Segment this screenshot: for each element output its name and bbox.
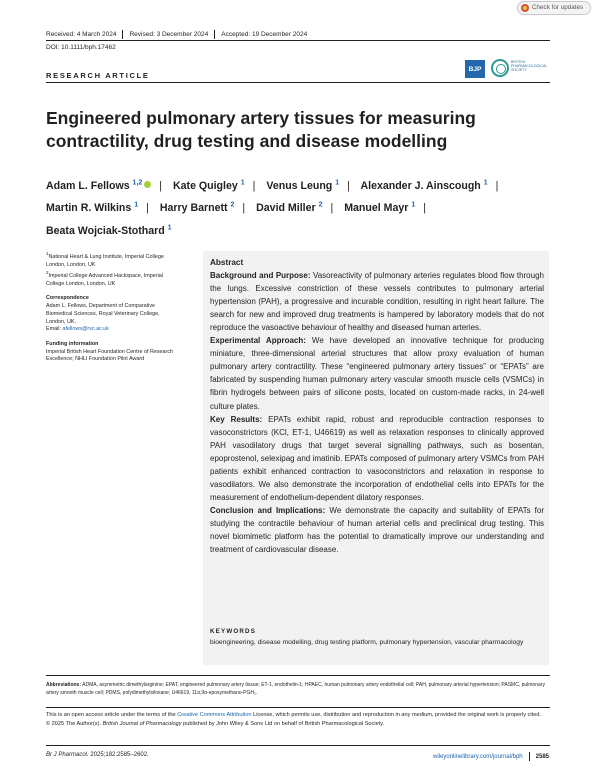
- author[interactable]: Martin R. Wilkins $^1$: [46, 201, 139, 215]
- email-link[interactable]: afellows@rvc.ac.uk: [62, 326, 109, 333]
- accepted-date: Accepted: 19 December 2024: [221, 31, 308, 38]
- abstract-approach: Experimental Approach: We have developed an innovative technique for producing miniature, three-dimensional arterial structures that allow proxy evaluation of human pulmonary artery contractility. These “engineered pulmonary artery tissues” or “EPATs” are fabricated by suspending human pulmonary artery vascular smooth muscle cells (VSMCs) in fibrin hydrogels between pairs of silicone posts, located on custom-made racks, in 24-well culture plates.: [210, 336, 544, 411]
- bjp-logo: BJP: [465, 60, 485, 78]
- abbrev-rule: [46, 675, 550, 676]
- doi[interactable]: DOI: 10.1111/bph.17462: [46, 44, 116, 51]
- abstract-box: [203, 251, 549, 665]
- author[interactable]: Venus Leung $^1$: [266, 179, 340, 192]
- author[interactable]: Adam L. Fellows $^{1,2}$: [46, 180, 151, 192]
- affiliation: $^2$Imperial College Advanced Hackspace, Imperial College London, London, UK: [46, 270, 163, 287]
- author[interactable]: Beata Wojciak-Stothard $^1$: [46, 224, 172, 237]
- check-for-updates-label: Check for updates: [532, 4, 584, 11]
- abstract-conclusion: Conclusion and Implications: We demonstrate the capacity and suitability of EPATs for studying the contractile behaviour of human arterial cells and preclinical drug testing. This novel biomimetic platform has the potential to dramatically improve our understanding and treatment of cardiovascular disease.: [210, 505, 545, 555]
- correspondence-email: Email: afellows@rvc.ac.uk: [46, 326, 109, 333]
- section-rule: [46, 82, 550, 83]
- license-text: This is an open access article under the terms of the Creative Commons Attribution License, which permits use, distribution and reproduction in any medium, provided the original work is properly cited. © 2025 The Author(s). British Journal of Pharmacology published by John Wiley & Sons Ltd on behalf of British Pharmacological Society.: [46, 712, 541, 728]
- abbreviations: Abbreviations: ADMA, asymmetric dimethylarginine; EPAT, engineered pulmonary artery tissue; ET-1, endothelin-1; HPAEC, human pulmonary artery endothelial cell; PAH, pulmonary arterial hypertension; PASMC, pulmonary artery smooth muscle cell; PDMS, polydimethylsiloxane; U46619, 11α,9α-epoxymethano-PGH₂.: [46, 682, 545, 696]
- abstract-heading: Abstract: [210, 258, 244, 267]
- article-type: RESEARCH ARTICLE: [46, 71, 150, 80]
- funding-heading: Funding information: [46, 340, 99, 347]
- divider: [214, 30, 215, 39]
- article-title: Engineered pulmonary artery tissues for measuring contractility, drug testing and disease modelling: [46, 108, 476, 151]
- check-for-updates-button[interactable]: [517, 1, 591, 15]
- author[interactable]: Harry Barnett $^2$: [159, 201, 235, 215]
- author[interactable]: Manuel Mayr $^1$: [344, 201, 416, 215]
- correspondence-text: Adam L. Fellows, Department of Comparative Biomedical Sciences, Royal Veterinary College, London, UK.: [46, 303, 160, 325]
- divider: [122, 30, 123, 39]
- author[interactable]: David Miller $^2$: [256, 201, 323, 215]
- abstract-background: Background and Purpose: Vasoreactivity of pulmonary arteries regulates blood flow through the lungs. Excessive constriction of these vessels contributes to pulmonary arterial hypertension (PAH), a progressive and incurable condition, resulting in right heart failure. The search for new and improved drug treatments is hampered by laboratory models that do not reproduce the vasoactive behaviour of healthy and diseased human arteries.: [210, 271, 544, 333]
- affiliation: $^1$National Heart & Lung Institute, Imperial College London, London, UK: [46, 251, 164, 268]
- received-date: Received: 4 March 2024: [46, 31, 117, 38]
- author[interactable]: Alexander J. Ainscough $^1$: [360, 179, 488, 192]
- license-rule: [46, 707, 550, 708]
- orcid-icon[interactable]: [144, 181, 151, 188]
- footer-right: [433, 752, 549, 761]
- journal-url-link[interactable]: wileyonlinelibrary.com/journal/bph: [433, 753, 523, 760]
- author[interactable]: Kate Quigley $^1$: [173, 179, 245, 192]
- article-info-column: [46, 250, 178, 364]
- correspondence-heading: Correspondence: [46, 295, 89, 302]
- citation: Br J Pharmacol. 2025;182:2585–2602.: [46, 752, 149, 758]
- page-number: 2585: [535, 753, 549, 760]
- article-dates: [46, 30, 307, 39]
- bps-logo-icon: [491, 59, 509, 77]
- header-rule: [46, 40, 550, 41]
- divider: [529, 752, 530, 761]
- keywords-heading: KEYWORDS: [210, 628, 257, 635]
- author-list: Adam L. Fellows $^{1,2}$ | Kate Quigley $^1$ | Venus Leung $^1$ | Alexander J. Ainscough $^1$ | Martin R. Wilkins $^1$ | Harry Barnett $^2$ | David Miller $^2$ | Manuel Mayr $^1$ | Beata Wojciak-Stothard $^1$: [46, 179, 499, 237]
- creative-commons-link[interactable]: Creative Commons Attribution: [177, 712, 252, 718]
- footer-rule: [46, 745, 550, 746]
- funding-text: Imperial British Heart Foundation Centre of Research Excellence; NHLI Foundation Pilot Award: [46, 348, 174, 363]
- keywords-text: bioengineering, disease modelling, drug testing platform, pulmonary hypertension, vascular pharmacology: [210, 639, 524, 646]
- crossmark-icon: [521, 4, 529, 12]
- society-name: BRITISH PHARMACOLOGICAL SOCIETY: [511, 60, 548, 73]
- revised-date: Revised: 3 December 2024: [129, 31, 209, 38]
- abstract-results: Key Results: EPATs exhibit rapid, robust and reproducible contraction responses to vasoconstrictors (KCl, ET-1, U46619) as well as relaxation responses to clinically approved PAH vasodilatory drugs that target several signalling pathways, such as bosentan, epoprostenol, selexipag and imatinib. EPATs composed of pulmonary artery VSMCs from PAH patients exhibit enhanced contraction to vasoconstrictors and relaxation in response to vasodilators. We also demonstrate the incorporation of endothelial cells into EPATs for the measurement of endothelium-dependent dilatory responses.: [210, 414, 544, 502]
